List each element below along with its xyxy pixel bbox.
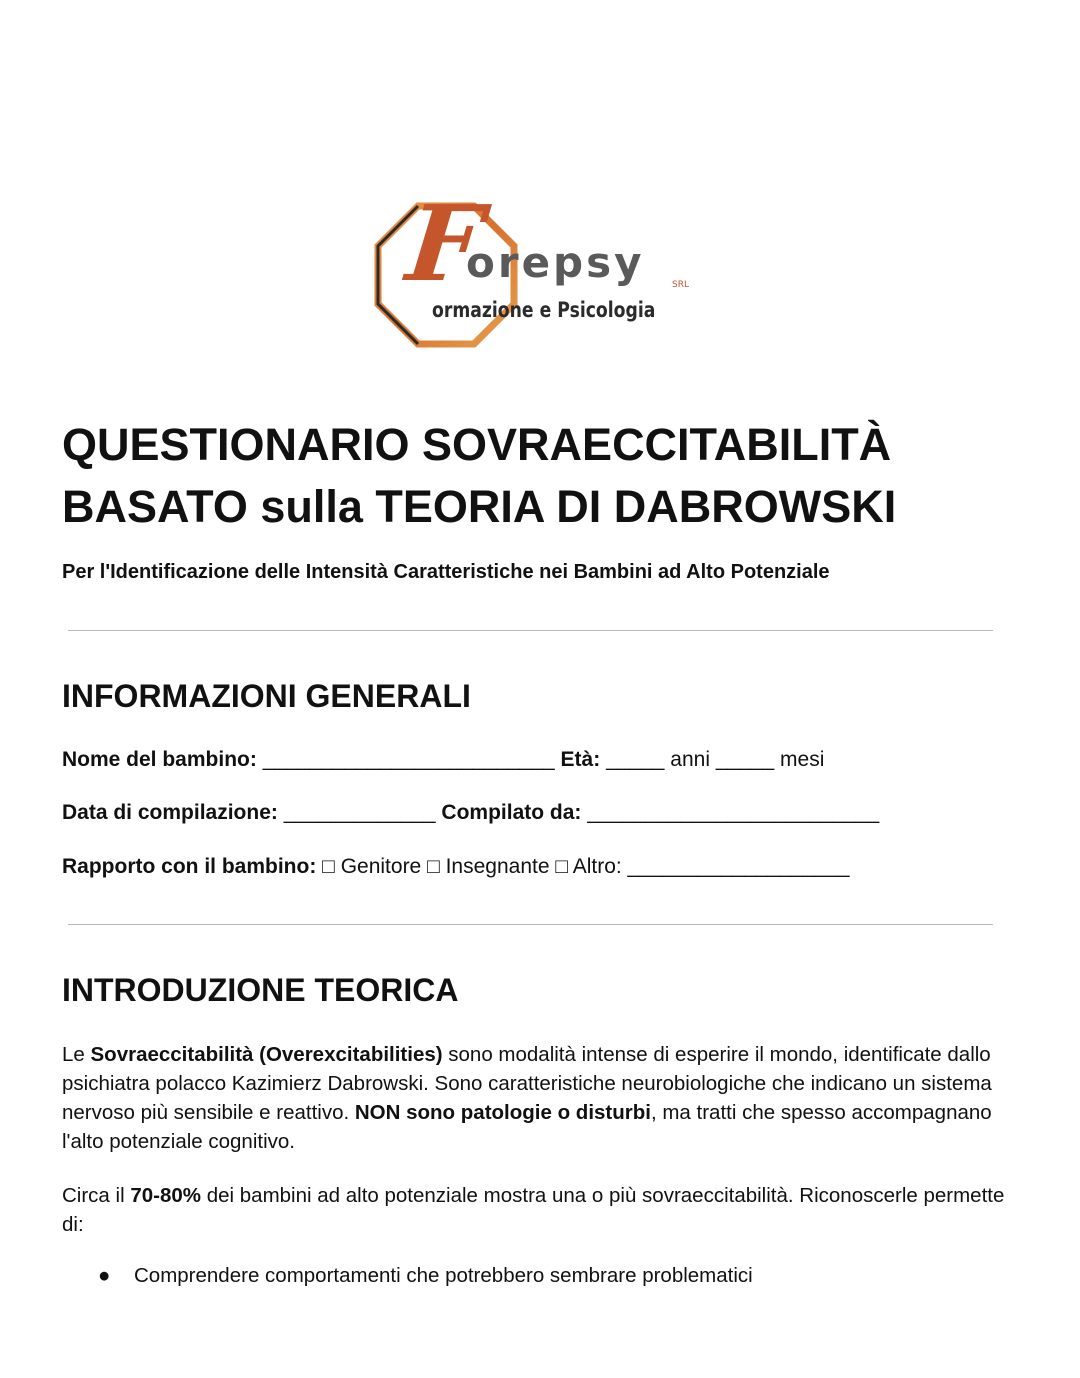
divider xyxy=(68,924,993,925)
relation-row xyxy=(62,855,849,879)
logo-tagline: ormazione e Psicologia xyxy=(432,298,656,322)
intro-heading: INTRODUZIONE TEORICA xyxy=(62,972,459,1008)
p1-text: , ma tratti che spesso accompagnano l'alto potenziale cognitivo. xyxy=(62,1101,992,1153)
p1-bold-note: NON sono patologie o disturbi xyxy=(354,1101,651,1124)
date-field[interactable]: _____________ xyxy=(283,801,436,824)
general-info-heading: INFORMAZIONI GENERALI xyxy=(62,678,471,714)
relation-options[interactable]: □ Genitore □ Insegnante □ Altro: ___________________ xyxy=(322,855,850,878)
p1-bold-term: Sovraeccitabilità (Overexcitabilities) xyxy=(90,1043,443,1066)
p1-text: Le xyxy=(62,1043,91,1066)
date-label: Data di compilazione: xyxy=(62,801,278,824)
p2-text: dei bambini ad alto potenziale mostra una o più sovraeccitabilità. Riconoscerle permette di: xyxy=(62,1184,1005,1236)
compiled-by-field[interactable]: _________________________ xyxy=(587,801,880,824)
title-line-2a: BASATO xyxy=(62,481,261,532)
p1-text: sono modalità intense di esperire il mondo, identificate dallo psichiatra polacco Kazimierz Dabrowski. Sono caratteristiche neurobiologiche che indicano un sistema nervoso più sensibile e reattivo. xyxy=(62,1043,992,1124)
compiled-by-label: Compilato da: xyxy=(441,801,582,824)
child-name-label: Nome del bambino: xyxy=(62,748,257,771)
intro-paragraph-2 xyxy=(62,1181,1022,1239)
p2-text: Circa il xyxy=(62,1184,131,1207)
logo-letter-f: F xyxy=(401,182,489,305)
age-field[interactable]: _____ anni _____ mesi xyxy=(606,748,825,771)
child-name-field[interactable]: _________________________ xyxy=(262,748,555,771)
date-row xyxy=(62,801,879,825)
p2-bold-percent: 70-80% xyxy=(130,1184,202,1207)
document-title xyxy=(62,414,1022,538)
list-item-text: Comprendere comportamenti che potrebbero sembrare problematici xyxy=(134,1264,753,1287)
title-line-2c: TEORIA DI DABROWSKI xyxy=(362,481,897,532)
child-name-row xyxy=(62,748,824,772)
age-label: Età: xyxy=(560,748,601,771)
forepsy-logo xyxy=(374,182,694,350)
relation-label: Rapporto con il bambino: xyxy=(62,855,317,878)
divider xyxy=(68,630,993,631)
title-line-1: QUESTIONARIO SOVRAECCITABILITÀ xyxy=(62,419,892,470)
logo-srl: SRL xyxy=(672,280,689,290)
intro-paragraph-1 xyxy=(62,1040,1022,1156)
document-subtitle: Per l'Identificazione delle Intensità Caratteristiche nei Bambini ad Alto Potenziale xyxy=(62,561,830,583)
logo-name: orepsy xyxy=(466,238,645,287)
title-line-2b: sulla xyxy=(260,481,363,532)
bullet-icon: ● xyxy=(98,1264,111,1287)
